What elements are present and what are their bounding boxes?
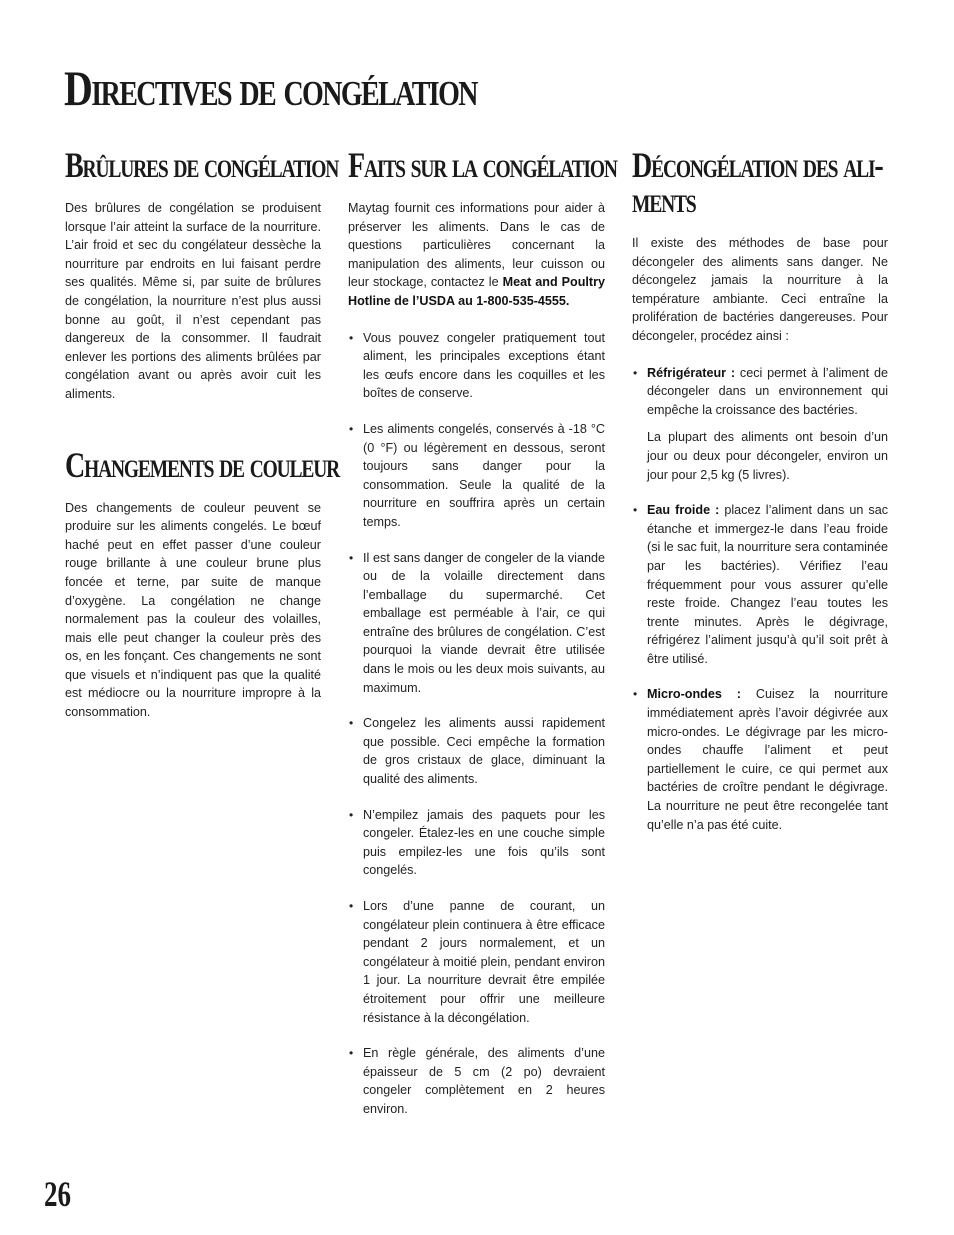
column-thawing xyxy=(632,145,889,851)
freezing-facts-list xyxy=(348,329,605,1119)
method-text: placez l’aliment dans un sac étanche et immergez-le dans l’eau froide (si le sac fuit, la nourriture sera contaminée par les bactéries). Vérifiez l’eau fréquemment pour vous assurer qu’elle reste froide. Changez l’eau toutes les trente minutes. Après le dégivrage, réfrigérez l’aliment jusqu’à qu’il soit prêt à être utilisé. xyxy=(647,503,888,666)
section-title-freezer-burn: Brûlures de congélation xyxy=(65,145,339,185)
list-item xyxy=(632,364,888,485)
section-title-color-changes: Changements de couleur xyxy=(65,444,340,485)
column-freezing-facts xyxy=(348,145,617,1136)
thawing-intro: Il existe des méthodes de base pour décongeler des aliments sans danger. Ne décongelez jamais la nourriture à la température ambiante. Ceci entraîne la prolifération de bactéries dangereuses. Pour décongeler, procédez ainsi : xyxy=(632,236,888,343)
page-number: 26 xyxy=(44,1174,71,1214)
method-cold-water xyxy=(647,501,888,668)
freezer-burn-paragraph: Des brûlures de congélation se produisent lorsque l’air atteint la surface de la nourriture. L’air froid et sec du congélateur dessèche la nourriture par endroits en lui faisant perdre ses qualités. Même si, par suite de brûlures de congélation, la nourriture n’est plus aussi bonne au goût, il n’est cependant pas dangereux de la consommer. Il faudrait enlever les portions des aliments brûlées par congélation avant ou après avoir cuit les aliments. xyxy=(65,201,321,401)
list-item: • Congelez les aliments aussi rapidement que possible. Ceci empêche la formation de gros cristaux de glace, diminuant la qualité des aliments. xyxy=(348,714,605,788)
method-extra-note: La plupart des aliments ont besoin d’un jour ou deux pour décongeler, environ un jour pour 2,5 kg (5 livres). xyxy=(647,430,888,482)
list-item: • Il est sans danger de congeler de la viande ou de la volaille directement dans l’emballage du supermarché. Cet emballage est perméable à l’air, ce qui entraîne des brûlures de congélation. C’est pourquoi la viande devrait être utilisée dans le mois ou les deux mois suivants, au maximum. xyxy=(348,549,605,698)
section-title-thawing: Décongélation des ali-ments xyxy=(632,145,883,220)
column-freezer-burn-color xyxy=(65,145,340,722)
intro-text: Maytag fournit ces informations pour aider à préserver les aliments. Dans le cas de questions particulières concernant la manipulation des aliments, leur cuisson ou leur stockage, contactez le xyxy=(348,201,605,290)
method-label: Eau froide : xyxy=(647,503,720,518)
freezing-facts-intro xyxy=(348,199,605,311)
list-item: • Vous pouvez congeler pratiquement tout aliment, les principales exceptions étant les œufs encore dans les coquilles et les boîtes de conserve. xyxy=(348,329,605,403)
method-text: ceci permet à l’aliment de décongeler dans un environnement qui empêche la croissance des bactéries. xyxy=(647,365,889,417)
method-label: Réfrigérateur : xyxy=(647,365,736,380)
method-text: Cuisez la nourriture immédiatement après l’avoir dégivrée aux micro-ondes. Le dégivrage par les micro-ondes chauffe l’aliment et peut partiellement le cuire, ce qui permet aux bactéries de croître pendant le dégivrage. La nourriture ne peut être recongelée tant qu’elle n’a pas été cuite. xyxy=(647,687,888,832)
method-microwave xyxy=(647,685,888,834)
usda-hotline: Meat and Poultry Hotline de l’USDA au 1-800-535-4555. xyxy=(348,275,606,308)
page-title: Directives de congélation xyxy=(64,60,477,116)
method-refrigerator xyxy=(647,364,888,420)
list-item: • Lors d’une panne de courant, un congélateur plein continuera à être efficace pendant 2 jours normalement, et un congélateur à moitié plein, pendant environ 1 jour. La nourriture devrait être empilée étroitement pour offrir une meilleure résistance à la décongélation. xyxy=(348,897,605,1027)
color-changes-paragraph: Des changements de couleur peuvent se produire sur les aliments congelés. Le bœuf haché peut en effet passer d’une couleur rouge brillante à une couleur brune plus foncée et terne, par suite de manque d’oxygène. La congélation ne change normalement pas la couleur des volailles, mais elle peut changer la couleur près des os, en les fonçant. Ces changements ne sont que visuels et n’indiquent pas que la qualité est médiocre ou la nourriture impropre à la consommation. xyxy=(65,500,321,720)
list-item xyxy=(632,685,888,834)
method-label: Micro-ondes : xyxy=(647,687,741,702)
list-item: • N’empilez jamais des paquets pour les congeler. Étalez-les en une couche simple puis empilez-les une fois qu’ils sont congelés. xyxy=(348,806,605,880)
thawing-methods-list xyxy=(632,364,888,835)
list-item: • En règle générale, des aliments d’une épaisseur de 5 cm (2 po) devraient congeler complètement en 2 heures environ. xyxy=(348,1044,605,1118)
section-title-freezing-facts: Faits sur la congélation xyxy=(348,145,617,185)
list-item: • Les aliments congelés, conservés à -18 °C (0 °F) ou légèrement en dessous, seront toujours sans danger pour la consommation. Seule la qualité de la nourriture en souffrira après un certain temps. xyxy=(348,420,605,532)
list-item xyxy=(632,501,888,668)
